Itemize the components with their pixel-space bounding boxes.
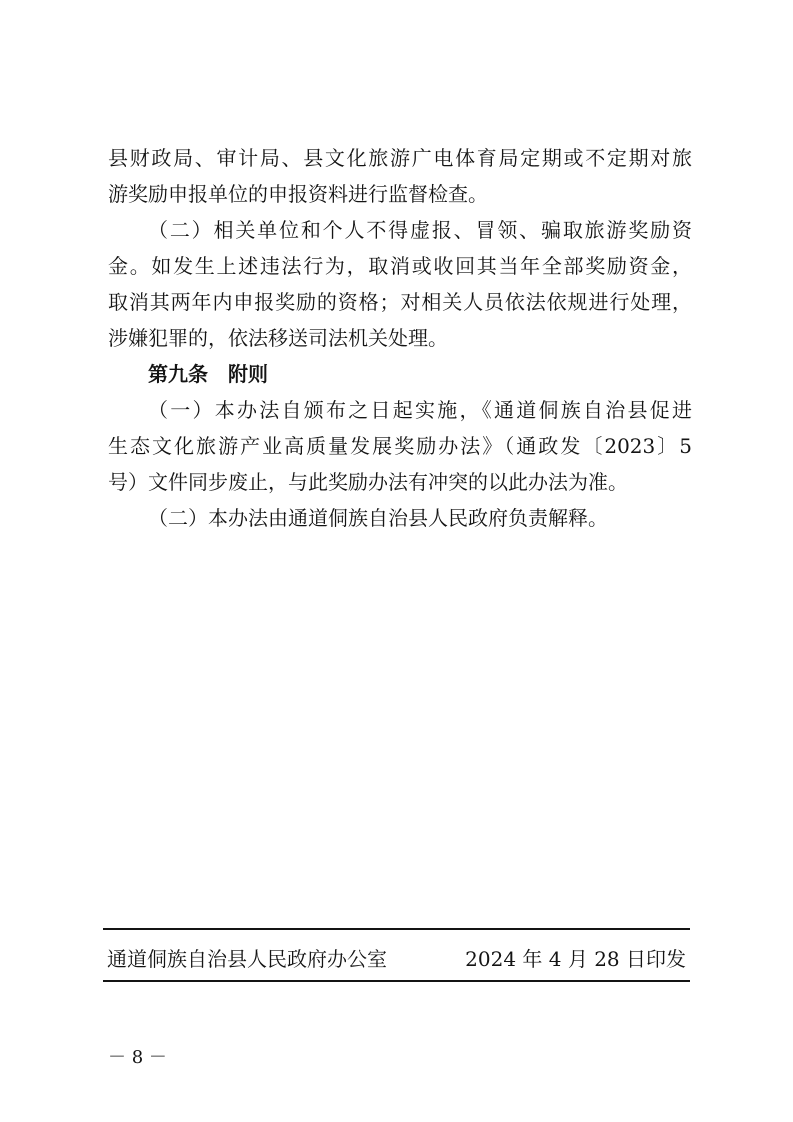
section-heading: 第九条 附则 xyxy=(148,362,268,386)
paragraph-line: 生态文化旅游产业高质量发展奖励办法》（通政发〔2023〕5 xyxy=(108,434,692,458)
paragraph-line: （二）本办法由通道侗族自治县人民政府负责解释。 xyxy=(148,506,608,530)
paragraph-line: 涉嫌犯罪的，依法移送司法机关处理。 xyxy=(108,326,448,350)
paragraph-line: 金。如发生上述违法行为，取消或收回其当年全部奖励资金， xyxy=(108,254,692,278)
paragraph-line: 取消其两年内申报奖励的资格；对相关人员依法依规进行处理， xyxy=(108,290,692,314)
issuer-name: 通道侗族自治县人民政府办公室 xyxy=(107,947,387,971)
paragraph-line: 游奖励申报单位的申报资料进行监督检查。 xyxy=(108,182,488,206)
page-number: － 8 － xyxy=(108,1047,167,1068)
paragraph-line: （二）相关单位和个人不得虚报、冒领、骗取旅游奖励资 xyxy=(148,218,692,242)
issuance-footer xyxy=(103,928,690,982)
paragraph-line: 号）文件同步废止，与此奖励办法有冲突的以此办法为准。 xyxy=(108,470,628,494)
document-body xyxy=(108,140,692,536)
paragraph-line: （一）本办法自颁布之日起实施，《通道侗族自治县促进 xyxy=(148,398,692,422)
paragraph-line: 县财政局、审计局、县文化旅游广电体育局定期或不定期对旅 xyxy=(108,146,692,170)
issue-date: 2024 年 4 月 28 日印发 xyxy=(465,947,686,971)
